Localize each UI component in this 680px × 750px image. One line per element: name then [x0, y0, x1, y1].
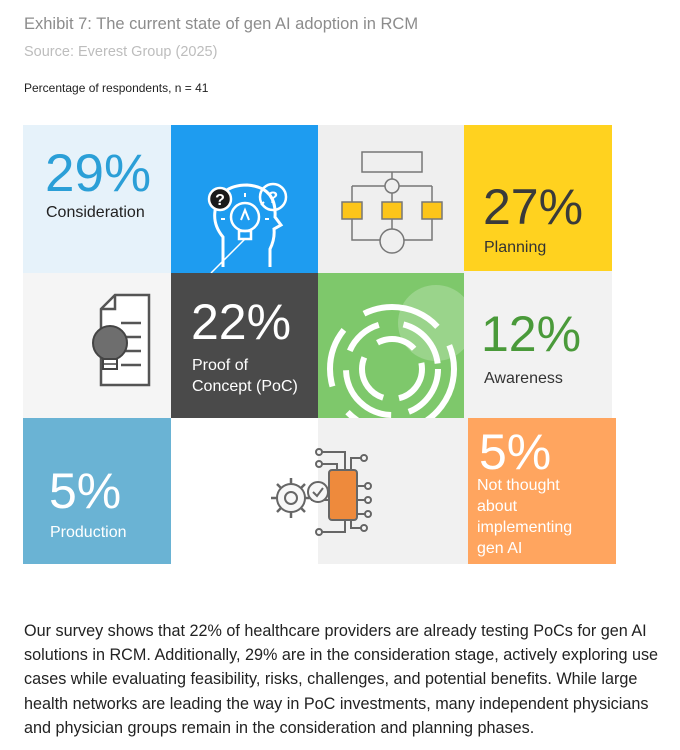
source-text: Source: Everest Group (2025): [24, 44, 218, 60]
tile-production: [23, 418, 171, 564]
poc-label-line1: Proof of: [192, 357, 249, 374]
tile-flowchart: [318, 125, 464, 273]
svg-text:?: ?: [215, 192, 225, 209]
consideration-label: Consideration: [46, 204, 145, 221]
not-thought-label-line4: gen AI: [477, 540, 523, 557]
not-thought-label-line3: implementing: [477, 519, 573, 536]
production-value: 5%: [49, 463, 122, 519]
not-thought-label-line1: Not thought: [477, 477, 560, 494]
tile-poc: [171, 273, 318, 418]
planning-value: 27%: [483, 179, 584, 235]
tile-ideation-blue: [171, 125, 318, 273]
tile-planning: [464, 125, 612, 271]
document-bulb-icon: [23, 273, 171, 418]
tile-not-thought: [468, 418, 616, 564]
consideration-value: 29%: [45, 144, 152, 203]
awareness-label: Awareness: [484, 370, 563, 387]
svg-text:?: ?: [267, 188, 279, 207]
awareness-value: 12%: [481, 306, 582, 362]
tile-awareness: [464, 271, 612, 418]
not-thought-value: 5%: [479, 424, 552, 480]
tile-document: [23, 273, 171, 418]
tile-consideration: [23, 125, 171, 273]
exhibit-title: Exhibit 7: The current state of gen AI adoption in RCM: [24, 15, 419, 33]
planning-label: Planning: [484, 239, 547, 256]
respondents-note: Percentage of respondents, n = 41: [24, 81, 209, 95]
tile-circles: [318, 273, 464, 418]
gear-chip-icon: [265, 440, 380, 545]
poc-label-line2: Concept (PoC): [192, 378, 298, 395]
not-thought-label-line2: about: [477, 498, 518, 515]
poc-value: 22%: [191, 294, 292, 350]
flowchart-icon: [318, 125, 464, 273]
question-bulb-head-icon: [171, 125, 318, 273]
body-paragraph: Our survey shows that 22% of healthcare providers are already testing PoCs for gen AI solutions in RCM. Additionally, 29% are in the consideration stage, actively exploring use cases while evaluating feasibility, risks, challenges, and potential benefits. While large health networks are leading the way in PoC investments, many independent physicians and physician groups remain in the consideration and planning phases.: [24, 622, 659, 737]
concentric-circles-icon: [318, 273, 464, 418]
production-label: Production: [50, 524, 127, 541]
